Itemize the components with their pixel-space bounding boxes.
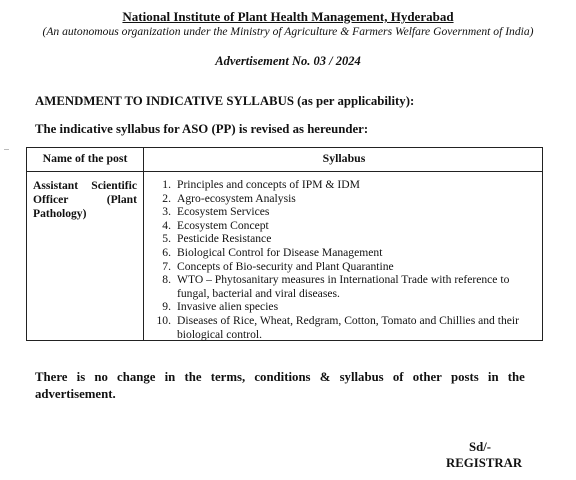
item-number: 10. [156, 313, 171, 327]
syllabus-item [153, 273, 533, 300]
syllabus-item [153, 232, 533, 246]
item-text: Diseases of Rice, Wheat, Redgram, Cotton, Tomato and Chillies and their biological control. [177, 313, 519, 341]
post-name-word: Officer [33, 193, 69, 206]
post-name-cell [33, 179, 137, 221]
post-name-word: Scientific [91, 179, 137, 192]
item-text: Principles and concepts of IPM & IDM [177, 178, 360, 191]
no-change-note [35, 369, 525, 403]
syllabus-item [153, 178, 533, 192]
note-word: the [184, 370, 202, 384]
syllabus-item [153, 300, 533, 314]
item-text: Agro-ecosystem Analysis [177, 191, 296, 205]
note-word: of [392, 370, 404, 384]
column-divider [143, 148, 144, 340]
item-number: 3. [162, 205, 171, 219]
post-name-word: Assistant [33, 179, 79, 192]
note-word: the [507, 370, 525, 384]
item-number: 7. [162, 259, 171, 273]
organization-title: National Institute of Plant Health Management, Hyderabad [122, 9, 454, 24]
note-word: in [164, 370, 176, 384]
post-name-word: (Plant [106, 193, 137, 206]
note-word: & [319, 370, 331, 384]
note-word: There [35, 370, 68, 384]
syllabus-list [153, 178, 533, 341]
note-word: no [94, 370, 108, 384]
item-text: Ecosystem Concept [177, 218, 269, 232]
advertisement-number: Advertisement No. 03 / 2024 [215, 54, 361, 68]
column-header-post: Name of the post [42, 151, 128, 165]
note-word: other [412, 370, 442, 384]
amendment-heading: AMENDMENT TO INDICATIVE SYLLABUS (as per applicability): [35, 94, 415, 108]
column-header-syllabus: Syllabus [322, 151, 366, 165]
item-number: 1. [162, 178, 171, 191]
header-divider [27, 171, 542, 172]
note-word: change [117, 370, 156, 384]
amendment-intro: The indicative syllabus for ASO (PP) is revised as hereunder: [35, 122, 369, 136]
item-number: 5. [162, 232, 171, 246]
item-number: 2. [162, 191, 171, 205]
item-text: Pesticide Resistance [177, 232, 272, 246]
item-text: Concepts of Bio-security and Plant Quarantine [177, 259, 394, 273]
post-name-word: Pathology) [33, 207, 87, 220]
item-text: Invasive alien species [177, 300, 279, 314]
organization-subtitle: (An autonomous organization under the Ministry of Agriculture & Farmers Welfare Government of India) [42, 25, 534, 38]
item-text: Biological Control for Disease Management [177, 245, 383, 259]
item-number: 6. [162, 245, 171, 259]
note-word: syllabus [339, 370, 384, 384]
syllabus-table [26, 147, 543, 341]
note-word: terms, [210, 370, 246, 384]
note-word: conditions [254, 370, 311, 384]
syllabus-item [153, 246, 533, 260]
item-number: 4. [162, 218, 171, 232]
syllabus-item [153, 219, 533, 233]
signature-sd: Sd/- [469, 440, 492, 454]
note-word: posts [451, 370, 479, 384]
item-text: Ecosystem Services [177, 205, 270, 219]
note-line-2: advertisement. [35, 387, 116, 401]
item-number: 8. [162, 273, 171, 287]
item-number: 9. [162, 300, 171, 314]
note-word: is [76, 370, 86, 384]
signature-registrar: REGISTRAR [446, 456, 523, 470]
margin-mark [4, 149, 9, 150]
syllabus-item [153, 260, 533, 274]
note-word: in [487, 370, 499, 384]
syllabus-item [153, 205, 533, 219]
item-text: WTO – Phytosanitary measures in International Trade with reference to fungal, bacterial and viral diseases. [177, 273, 510, 300]
syllabus-item [153, 314, 533, 341]
syllabus-item [153, 192, 533, 206]
note-line-1 [35, 369, 525, 386]
